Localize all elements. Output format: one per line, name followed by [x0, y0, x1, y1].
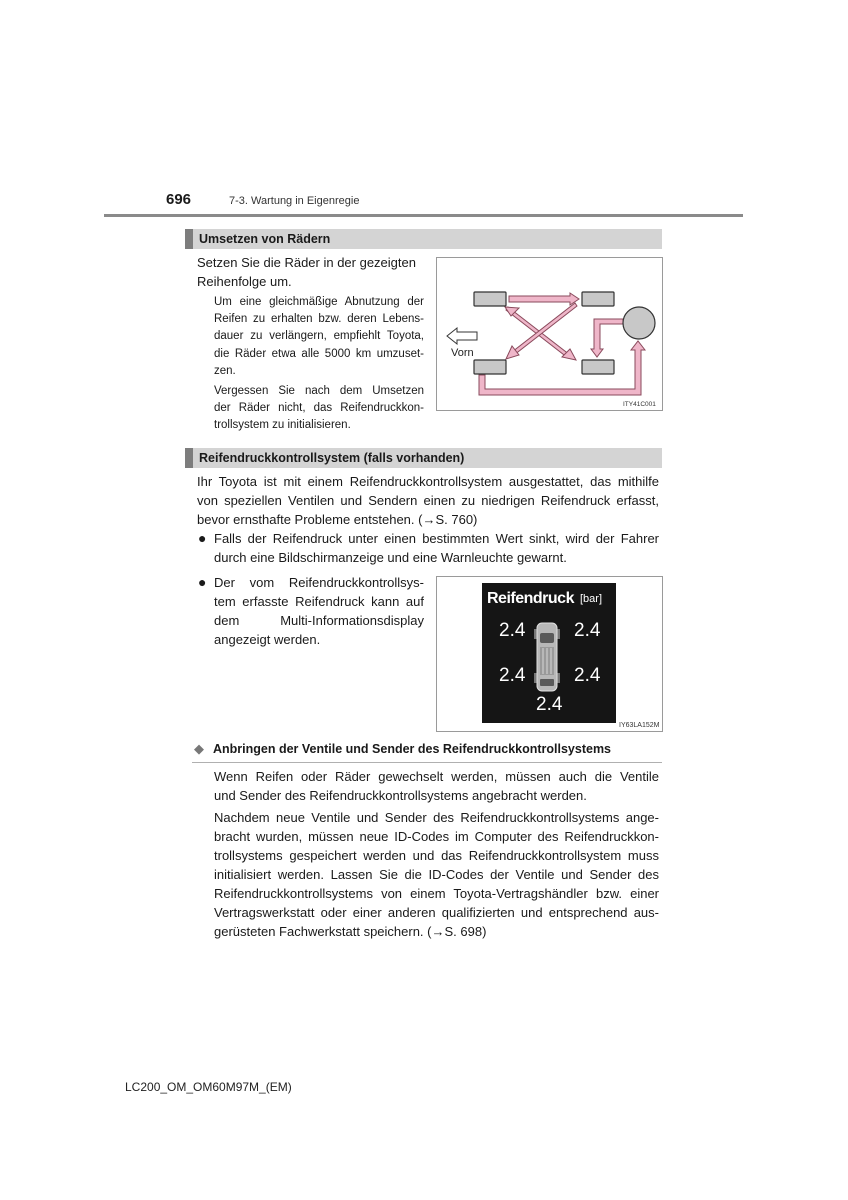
figure-code: IY63LA152M: [619, 722, 660, 729]
front-label: Vorn: [451, 347, 474, 359]
tpms-intro: Ihr Toyota ist mit einem Reifendruckkontrollsystem ausgestattet, das mithilfe von speziellen Ventilen und Sendern einen zu niedrigen Reifendruck erfasst, bevor ernsthafte Probleme entstehen. (→S. 760): [197, 474, 659, 527]
spare-tire: [623, 307, 655, 339]
pressure-rear-left: 2.4: [499, 665, 526, 686]
subsection-paragraph-2: Nachdem neue Ventile und Sender des Reifendruckkontrollsystems ange- bracht wurden, müssen neue ID-Codes im Computer des Reifendruckkon- trollsystems gespeichert werden und das Reifendruckkontrollsystem muss initialisiert werden. Lassen Sie die ID-Codes der Ventile und Sender des Reifendruckkontrollsystems von einem Toyota-Vertragshändler bzw. einer Vertragswerkstatt oder einer anderen qualifizierten und entsprechend aus- gerüsteten Fachwerkstatt speichern. (→S. 698): [214, 810, 659, 939]
bullet-icon: ●: [198, 530, 207, 546]
display-title: Reifendruck: [487, 590, 574, 607]
front-direction-arrow-icon: [447, 328, 477, 344]
tire-rear-left: [474, 360, 506, 374]
tpms-bullet-display: Der vom Reifendruckkontrollsys- tem erfasste Reifendruck kann auf dem Multi-Informationsdisplay angezeigt werden.: [214, 575, 424, 647]
rotation-arrow-top: [509, 293, 579, 305]
chapter-title: 7-3. Wartung in Eigenregie: [229, 195, 360, 207]
rotation-note-wear: Um eine gleichmäßige Abnutzung der Reifen zu erhalten bzw. deren Lebens- dauer zu verlängern, empfiehlt Toyota, die Räder etwa alle 5000 km umzuset- zen.: [214, 296, 424, 377]
subsection-rule: [192, 762, 662, 763]
figure-code: ITY41C001: [623, 401, 656, 408]
wheel-rotation-diagram: [437, 258, 662, 410]
bullet-icon: ●: [198, 574, 207, 590]
tire-pressure-display-figure: [436, 576, 663, 732]
tire-front-left: [474, 292, 506, 306]
pressure-rear-right: 2.4: [574, 665, 601, 686]
vehicle-top-view-icon: [531, 621, 563, 693]
rotation-intro: Setzen Sie die Räder in der gezeigten Reihenfolge um.: [197, 255, 416, 289]
rotation-arrow-cross-2: [512, 303, 577, 355]
tire-rear-right: [582, 360, 614, 374]
tire-front-right: [582, 292, 614, 306]
section-heading-tpms: Reifendruckkontrollsystem (falls vorhanden): [185, 448, 662, 468]
page-number: 696: [166, 191, 192, 208]
wheel-rotation-figure: [436, 257, 663, 411]
subsection-paragraph-1: Wenn Reifen oder Räder gewechselt werden, müssen auch die Ventile und Sender des Reifendruckkontrollsystems angebracht werden.: [214, 769, 659, 803]
tpms-bullet-warning: Falls der Reifendruck unter einen bestimmten Wert sinkt, wird der Fahrer durch eine Bildschirmanzeige und eine Warnleuchte gewarnt.: [214, 531, 659, 565]
document-code: LC200_OM_OM60M97M_(EM): [125, 1080, 292, 1094]
display-unit: [bar]: [580, 593, 603, 605]
pressure-front-right: 2.4: [574, 620, 601, 641]
pressure-spare: 2.4: [536, 694, 563, 715]
rotation-note-initialize: Vergessen Sie nach dem Umsetzen der Räder nicht, das Reifendruckkon- trollsystem zu initialisieren.: [214, 385, 424, 432]
diamond-icon: ◆: [194, 741, 204, 756]
header-rule: [104, 214, 743, 217]
pressure-front-left: 2.4: [499, 620, 526, 641]
rotation-arrow-spare: [591, 319, 623, 357]
subsection-heading: Anbringen der Ventile und Sender des Reifendruckkontrollsystems: [213, 742, 612, 756]
multi-information-display: [482, 583, 616, 723]
section-heading-wheel-rotation: Umsetzen von Rädern: [185, 229, 662, 249]
